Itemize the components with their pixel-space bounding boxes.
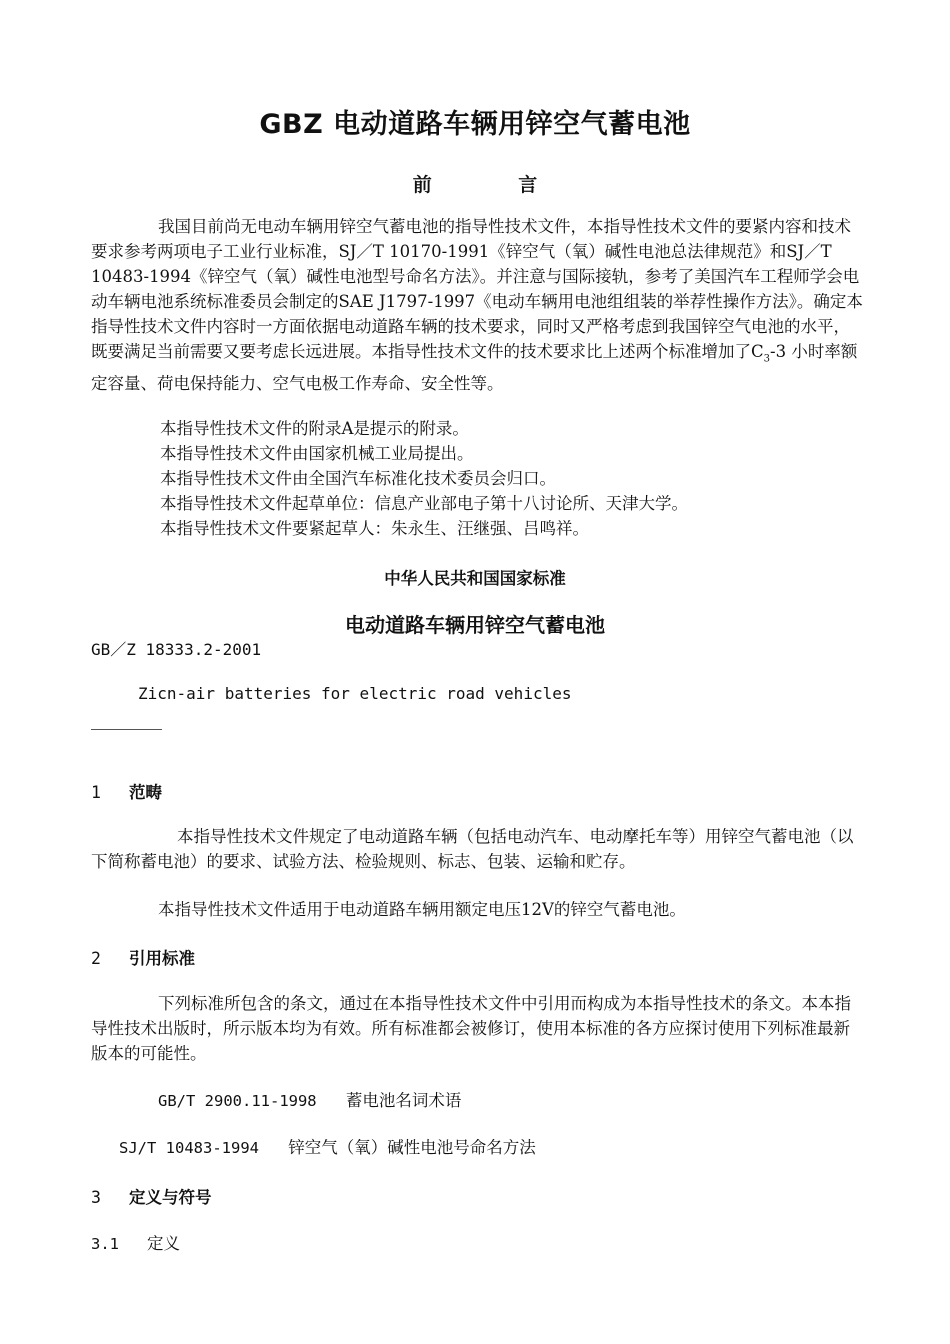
section-number: 1: [91, 783, 101, 802]
national-standard-label: 中华人民共和国国家标准: [384, 569, 566, 588]
section-title: 引用标准: [129, 949, 195, 968]
section-number: 2: [91, 949, 101, 968]
preface-line: 本指导性技术文件起草单位：信息产业部电子第十八讨论所、天津大学。: [160, 494, 688, 513]
c3-subscript: 3: [763, 353, 770, 365]
reference-name: 锌空气（氧）碱性电池号命名方法: [288, 1138, 536, 1157]
subsection-number: 3.1: [91, 1235, 119, 1253]
section-title: 范畴: [129, 783, 162, 802]
section-1-paragraph-2: 本指导性技术文件适用于电动道路车辆用额定电压12V的锌空气蓄电池。: [158, 900, 686, 919]
preface-line: 本指导性技术文件要紧起草人：朱永生、汪继强、吕鸣祥。: [160, 519, 589, 538]
document-title: GBZ 电动道路车辆用锌空气蓄电池: [259, 109, 691, 140]
section-1-heading: [91, 779, 162, 803]
reference-code: GB/T 2900.11-1998: [158, 1092, 317, 1110]
section-number: 3: [91, 1188, 101, 1207]
section-1-paragraph-1: 本指导性技术文件规定了电动道路车辆（包括电动汽车、电动摩托车等）用锌空气蓄电池（以下简称蓄电池）的要求、试验方法、检验规则、标志、包装、运输和贮存。: [91, 827, 854, 871]
subsection-3-1-heading: [91, 1230, 180, 1254]
preface-paragraph-tail: -3 小时率额定容量、荷电保持能力、空气电极工作寿命、安全性等。: [91, 342, 858, 394]
preface-heading: 前 言: [412, 174, 538, 196]
section-title: 定义与符号: [129, 1188, 212, 1207]
subsection-title: 定义: [147, 1234, 180, 1253]
reference-name: 蓄电池名词术语: [345, 1091, 462, 1110]
standard-code: GB／Z 18333.2-2001: [91, 640, 262, 659]
standard-title: 电动道路车辆用锌空气蓄电池: [345, 613, 605, 637]
divider-rule: [91, 729, 162, 730]
c3-base: C: [751, 342, 764, 361]
reference-2: [119, 1134, 536, 1158]
preface-line: 本指导性技术文件由国家机械工业局提出。: [160, 444, 474, 463]
section-3-heading: [91, 1184, 212, 1208]
section-2-paragraph: 下列标准所包含的条文，通过在本指导性技术文件中引用而构成为本指导性技术的条文。本本指导性技术出版时，所示版本均为有效。所有标准都会被修订，使用本标准的各方应探讨使用下列标准最新版本的可能性。: [91, 994, 851, 1063]
preface-line: 本指导性技术文件的附录A是提示的附录。: [160, 419, 469, 438]
preface-line: 本指导性技术文件由全国汽车标准化技术委员会归口。: [160, 469, 556, 488]
section-2-heading: [91, 945, 195, 969]
reference-code: SJ/T 10483-1994: [119, 1139, 259, 1157]
english-title: Zicn-air batteries for electric road vehicles: [138, 684, 572, 703]
preface-paragraph-text: 我国目前尚无电动车辆用锌空气蓄电池的指导性技术文件，本指导性技术文件的要紧内容和技术要求参考两项电子工业行业标准，SJ／T 10170-1991《锌空气（氧）碱性电池总法律规范》和SJ／T 10483-1994《锌空气（氧）碱性电池型号命名方法》。并注意与国际接轨，参考了美国汽车工程师学会电动车辆电池系统标准委员会制定的SAE J1797-1997《电动车辆用电池组组装的举荐性操作方法》。确定本指导性技术文件内容时一方面依据电动道路车辆的技术要求，同时又严格考虑到我国锌空气电池的水平，既要满足当前需要又要考虑长远进展。本指导性技术文件的技术要求比上述两个标准增加了: [91, 217, 863, 361]
preface-paragraph: [91, 214, 863, 396]
reference-1: [158, 1087, 461, 1111]
